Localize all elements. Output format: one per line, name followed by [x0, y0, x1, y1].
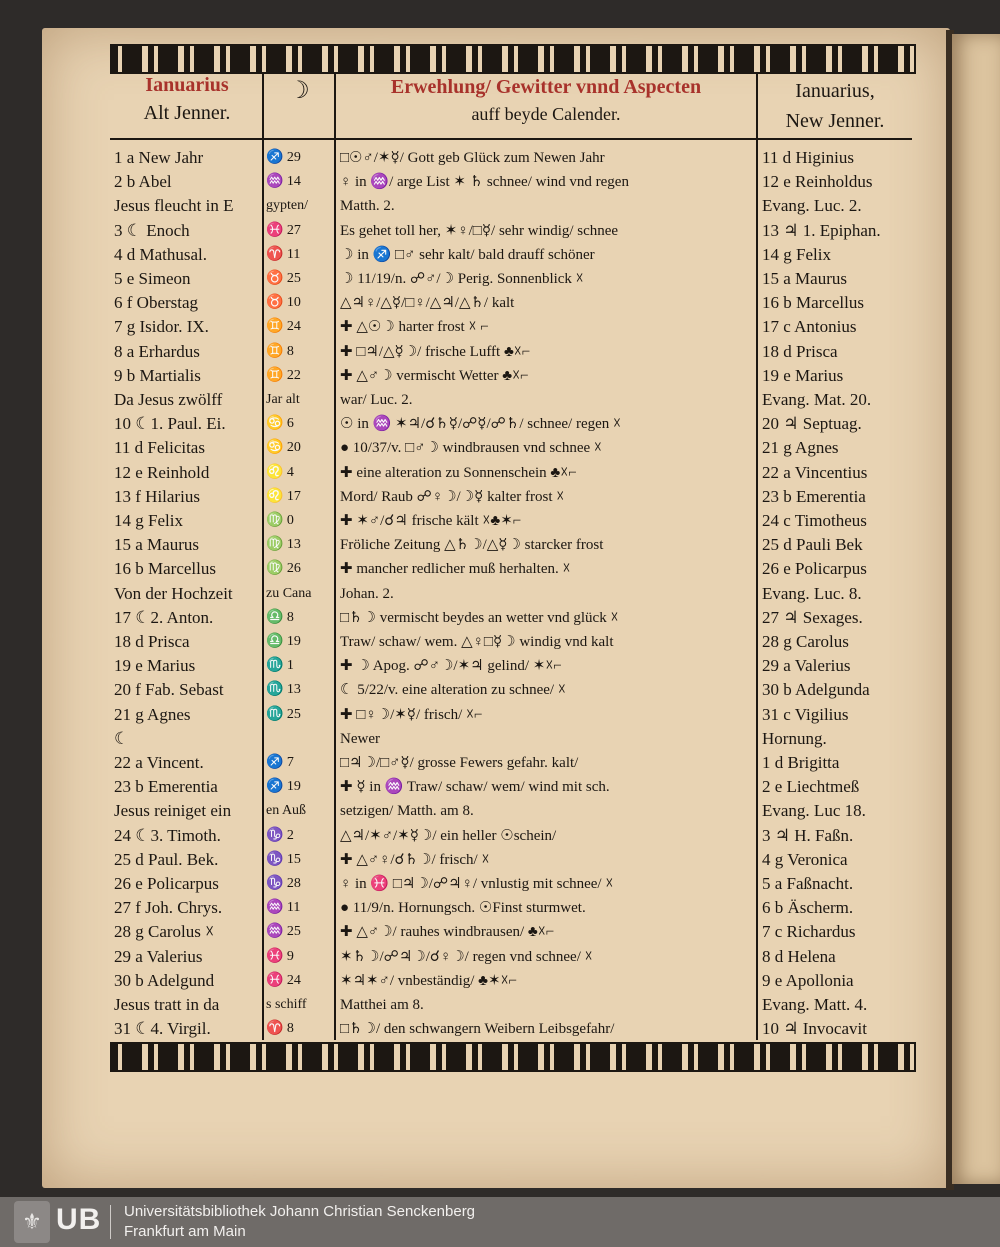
middle-column-title: Erwehlung/ Gewitter vnnd Aspecten [390, 76, 702, 98]
old-calendar-day: 25 d Paul. Bek. [114, 849, 219, 869]
old-calendar-day: 2 b Abel [114, 172, 172, 192]
old-calendar-day: 18 d Prisca [114, 632, 190, 651]
weather-aspect: □♃☽/□♂☿/ grosse Fewers gefahr. kalt/ [340, 755, 579, 771]
old-calendar-day: 26 e Policarpus [114, 874, 219, 893]
weather-aspect: ☾ 5/22/v. eine alteration zu schnee/ ☓ [340, 682, 566, 699]
weather-aspect: ☽ in ♐ □♂ sehr kalt/ bald drauff schöner [340, 246, 595, 263]
moon-sign: ♏ 25 [266, 706, 301, 722]
moon-sign: ♊ 22 [266, 367, 301, 383]
moon-sign: ♎ 8 [266, 609, 294, 625]
moon-sign: ♋ 6 [266, 416, 294, 432]
weather-aspect: ✚ △♂☽ vermischt Wetter ♣☓⌐ [340, 367, 529, 384]
old-calendar-day: 14 g Felix [114, 511, 183, 530]
weather-aspect: ● 11/9/n. Hornungsch. ☉Finst sturmwet. [340, 900, 586, 917]
old-calendar-day: 21 g Agnes [114, 704, 191, 724]
new-calendar-day: 29 a Valerius [762, 656, 851, 676]
weather-aspect: Fröliche Zeitung △♄☽/△☿☽ starcker frost [340, 537, 604, 554]
moon-sign: ♈ 8 [266, 1021, 294, 1037]
library-name: Universitätsbibliothek Johann Christian Senckenberg [124, 1203, 476, 1220]
moon-sign: ♑ 28 [266, 876, 301, 891]
moon-sign: ♍ 0 [266, 513, 294, 528]
moon-sign: ♏ 13 [266, 682, 301, 698]
old-calendar-day: 10 ☾1. Paul. Ei. [114, 414, 226, 434]
weather-aspect: ✚ △☉☽ harter frost ☓ ⌐ [340, 319, 489, 336]
column-rule [262, 74, 264, 1040]
library-logo-text: UB [56, 1203, 102, 1236]
new-calendar-subtitle: New Jenner. [785, 110, 885, 132]
weather-aspect: ✚ ✶♂/☌♃ frische kält ☓♣✶⌐ [340, 513, 522, 529]
weather-aspect: ☽ 11/19/n. ☍♂/☽ Perig. Sonnenblick ☓ [340, 271, 584, 287]
new-calendar-day: 23 b Emerentia [762, 486, 866, 506]
new-calendar-day: 6 b Äscherm. [762, 898, 854, 918]
old-calendar-day: 9 b Martialis [114, 365, 201, 385]
weather-aspect: Matthei am 8. [340, 997, 424, 1013]
weather-aspect: setzigen/ Matth. am 8. [340, 803, 474, 820]
weather-aspect: ✚ ☽ Apog. ☍♂☽/✶♃ gelind/ ✶☓⌐ [340, 658, 562, 675]
new-calendar-day: 3 ♃ H. Faßn. [762, 825, 854, 845]
library-city: Frankfurt am Main [124, 1223, 246, 1240]
weather-aspect: ♀ in ♓ □♃☽/☍♃♀/ vnlustig mit schnee/ ☓ [340, 876, 614, 892]
moon-sign: Jar alt [266, 392, 300, 407]
old-calendar-day: Von der Hochzeit [114, 583, 233, 603]
weather-aspect: Traw/ schaw/ wem. △♀□☿☽ windig vnd kalt [340, 634, 614, 650]
new-calendar-day: 14 g Felix [762, 244, 831, 264]
new-calendar-day: 19 e Marius [762, 365, 844, 385]
new-calendar-day: 11 d Higinius [762, 148, 854, 167]
moon-sign: ♈ 11 [266, 246, 301, 262]
new-calendar-day: 13 ♃ 1. Epiphan. [762, 220, 881, 240]
new-calendar-day: Evang. Luc. 8. [762, 583, 862, 603]
weather-aspect: ● 10/37/v. □♂☽ windbrausen vnd schnee ☓ [340, 440, 602, 457]
facing-page-edge [952, 34, 1000, 1184]
new-calendar-day: 31 c Vigilius [762, 704, 849, 724]
new-calendar-day: 15 a Maurus [762, 269, 847, 288]
old-calendar-day: Jesus tratt in da [114, 995, 220, 1014]
moon-sign: ♑ 15 [266, 851, 301, 867]
weather-aspect: ✚ mancher redlicher muß herhalten. ☓ [340, 561, 571, 578]
moon-sign: ♑ 2 [266, 827, 294, 843]
moon-sign: ♊ 24 [266, 319, 301, 335]
old-calendar-day: 20 f Fab. Sebast [114, 680, 224, 700]
weather-aspect: ✚ △♂♀/☌♄☽/ frisch/ ☓ [340, 851, 490, 868]
old-calendar-day: 22 a Vincent. [114, 753, 204, 772]
library-seal-icon: ⚜ [14, 1201, 50, 1243]
moon-sign: ♊ 8 [266, 343, 294, 359]
weather-aspect: Newer [340, 730, 380, 747]
weather-aspect: ✚ △♂☽/ rauhes windbrausen/ ♣☓⌐ [340, 924, 555, 941]
moon-sign: ♉ 25 [266, 271, 301, 286]
new-calendar-day: 8 d Helena [762, 946, 836, 966]
old-calendar-day: 11 d Felicitas [114, 438, 205, 458]
footer-divider [110, 1205, 111, 1239]
new-calendar-day: 5 a Faßnacht. [762, 874, 854, 893]
moon-sign: ♉ 10 [266, 295, 301, 311]
moon-sign: ♎ 19 [266, 634, 301, 649]
moon-sign: gypten/ [266, 198, 308, 214]
old-calendar-day: 19 e Marius [114, 656, 196, 676]
old-calendar-day: 23 b Emerentia [114, 777, 218, 797]
old-calendar-day: 28 g Carolus ☓ [114, 922, 215, 942]
new-calendar-day: 30 b Adelgunda [762, 680, 870, 700]
weather-aspect: △♃/✶♂/✶☿☽/ ein heller ☉schein/ [340, 827, 557, 844]
old-calendar-subtitle: Alt Jenner. [143, 102, 231, 124]
new-calendar-day: 21 g Agnes [762, 438, 839, 458]
moon-sign [266, 727, 334, 751]
new-calendar-day: 2 e Liechtmeß [762, 777, 860, 797]
moon-sign: ♋ 20 [266, 440, 301, 456]
moon-sign: ♍ 26 [266, 561, 301, 577]
weather-aspect: ✚ □♃/△☿☽/ frische Lufft ♣☓⌐ [340, 343, 531, 360]
weather-aspect: △♃♀/△☿/□♀/△♃/△♄/ kalt [340, 295, 515, 312]
new-calendar-day: 18 d Prisca [762, 341, 838, 361]
new-calendar-day: 9 e Apollonia [762, 970, 854, 990]
weather-aspect: ✚ ☿ in ♒ Traw/ schaw/ wem/ wind mit sch. [340, 779, 610, 796]
old-calendar-day: ☾ [114, 728, 130, 748]
top-ornamental-border [110, 44, 916, 74]
new-calendar-month: Ianuarius, [795, 80, 875, 102]
moon-sign: zu Cana [266, 585, 312, 601]
weather-aspect: ♀ in ♒/ arge List ✶ ♄ schnee/ wind vnd regen [340, 174, 629, 191]
moon-sign: ♓ 27 [266, 222, 301, 238]
old-calendar-day: 4 d Mathusal. [114, 244, 208, 264]
old-calendar-day: 24 ☾3. Timoth. [114, 825, 221, 845]
new-calendar-day: 10 ♃ Invocavit [762, 1019, 867, 1039]
new-calendar-day: 1 d Brigitta [762, 753, 840, 772]
weather-aspect: □☉♂/✶☿/ Gott geb Glück zum Newen Jahr [340, 150, 605, 166]
column-rule [756, 74, 758, 1040]
new-calendar-day: Evang. Luc 18. [762, 801, 866, 821]
moon-sign: ♐ 29 [266, 150, 301, 165]
weather-aspect: □♄☽ vermischt beydes an wetter vnd glück ☓ [340, 609, 619, 626]
new-calendar-day: Hornung. [762, 728, 827, 748]
bottom-ornamental-border [110, 1042, 916, 1072]
moon-sign: ♏ 1 [266, 658, 294, 674]
old-calendar-day: 29 a Valerius [114, 946, 203, 966]
new-calendar-day: 20 ♃ Septuag. [762, 414, 862, 434]
moon-sign: ♐ 19 [266, 779, 301, 795]
old-calendar-day: 16 b Marcellus [114, 559, 216, 579]
new-calendar-day: 27 ♃ Sexages. [762, 607, 863, 627]
weather-aspect: Johan. 2. [340, 585, 394, 602]
new-calendar-day: 17 c Antonius [762, 317, 857, 337]
new-calendar-day: 25 d Pauli Bek [762, 535, 863, 555]
old-calendar-day: 8 a Erhardus [114, 341, 200, 361]
old-calendar-day: 27 f Joh. Chrys. [114, 898, 223, 918]
column-rule [334, 74, 336, 1040]
new-calendar-day: 7 c Richardus [762, 922, 856, 942]
old-calendar-day: Da Jesus zwölff [114, 390, 223, 409]
old-calendar-day: 17 ☾2. Anton. [114, 607, 214, 627]
moon-sign: ♌ 17 [266, 488, 301, 504]
old-calendar-day: 5 e Simeon [114, 269, 191, 288]
new-calendar-day: 24 c Timotheus [762, 511, 867, 530]
weather-aspect: ✚ □♀☽/✶☿/ frisch/ ☓⌐ [340, 706, 483, 723]
old-calendar-day: Jesus fleucht in E [114, 196, 234, 216]
old-calendar-day: 12 e Reinhold [114, 462, 210, 482]
old-calendar-day: Jesus reiniget ein [114, 801, 232, 821]
weather-aspect: Matth. 2. [340, 198, 395, 215]
new-calendar-day: 12 e Reinholdus [762, 172, 873, 192]
moon-sign: ♍ 13 [266, 537, 301, 553]
moon-sign: s schiff [266, 997, 307, 1012]
weather-aspect: war/ Luc. 2. [340, 392, 413, 408]
old-calendar-day: 30 b Adelgund [114, 970, 215, 990]
new-calendar-day: 22 a Vincentius [762, 462, 868, 482]
old-calendar-day: 31 ☾4. Virgil. [114, 1019, 211, 1039]
moon-column-heading: ☽ [288, 78, 310, 104]
old-calendar-day: 7 g Isidor. IX. [114, 317, 209, 337]
moon-sign: en Auß [266, 803, 307, 819]
moon-sign: ♒ 14 [266, 174, 301, 190]
weather-aspect: ✶♄☽/☍♃☽/☌♀☽/ regen vnd schnee/ ☓ [340, 948, 593, 965]
library-footer [0, 1197, 1000, 1247]
header-rule [110, 138, 912, 140]
new-calendar-day: 4 g Veronica [762, 849, 848, 869]
old-calendar-month: Ianuarius [145, 74, 229, 96]
new-calendar-day: 26 e Policarpus [762, 559, 867, 579]
middle-column-subtitle: auff beyde Calender. [471, 104, 621, 124]
weather-aspect: Es gehet toll her, ✶♀/□☿/ sehr windig/ schnee [340, 222, 619, 239]
new-calendar-day: Evang. Mat. 20. [762, 390, 872, 409]
new-calendar-day: 28 g Carolus [762, 632, 849, 651]
old-calendar-day: 3 ☾ Enoch [114, 220, 190, 240]
new-calendar-day: Evang. Matt. 4. [762, 995, 868, 1014]
old-calendar-day: 6 f Oberstag [114, 293, 199, 313]
weather-aspect: ✶♃✶♂/ vnbeständig/ ♣✶☓⌐ [340, 972, 518, 989]
weather-aspect: □♄☽/ den schwangern Weibern Leibsgefahr/ [340, 1021, 615, 1038]
old-calendar-day: 15 a Maurus [114, 535, 199, 555]
new-calendar-day: Evang. Luc. 2. [762, 196, 862, 216]
weather-aspect: ✚ eine alteration zu Sonnenschein ♣☓⌐ [340, 464, 577, 481]
old-calendar-day: 13 f Hilarius [114, 486, 200, 506]
new-calendar-day: 16 b Marcellus [762, 293, 864, 313]
moon-sign: ♐ 7 [266, 755, 294, 770]
moon-sign: ♌ 4 [266, 464, 294, 480]
moon-sign: ♓ 9 [266, 948, 294, 964]
old-calendar-day: 1 a New Jahr [114, 148, 204, 167]
moon-sign: ♒ 25 [266, 924, 301, 940]
weather-aspect: ☉ in ♒ ✶♃/☌♄☿/☍☿/☍♄/ schnee/ regen ☓ [340, 416, 622, 433]
moon-sign: ♓ 24 [266, 972, 301, 988]
moon-sign: ♒ 11 [266, 900, 301, 916]
weather-aspect: Mord/ Raub ☍♀☽/☽☿ kalter frost ☓ [340, 488, 565, 505]
